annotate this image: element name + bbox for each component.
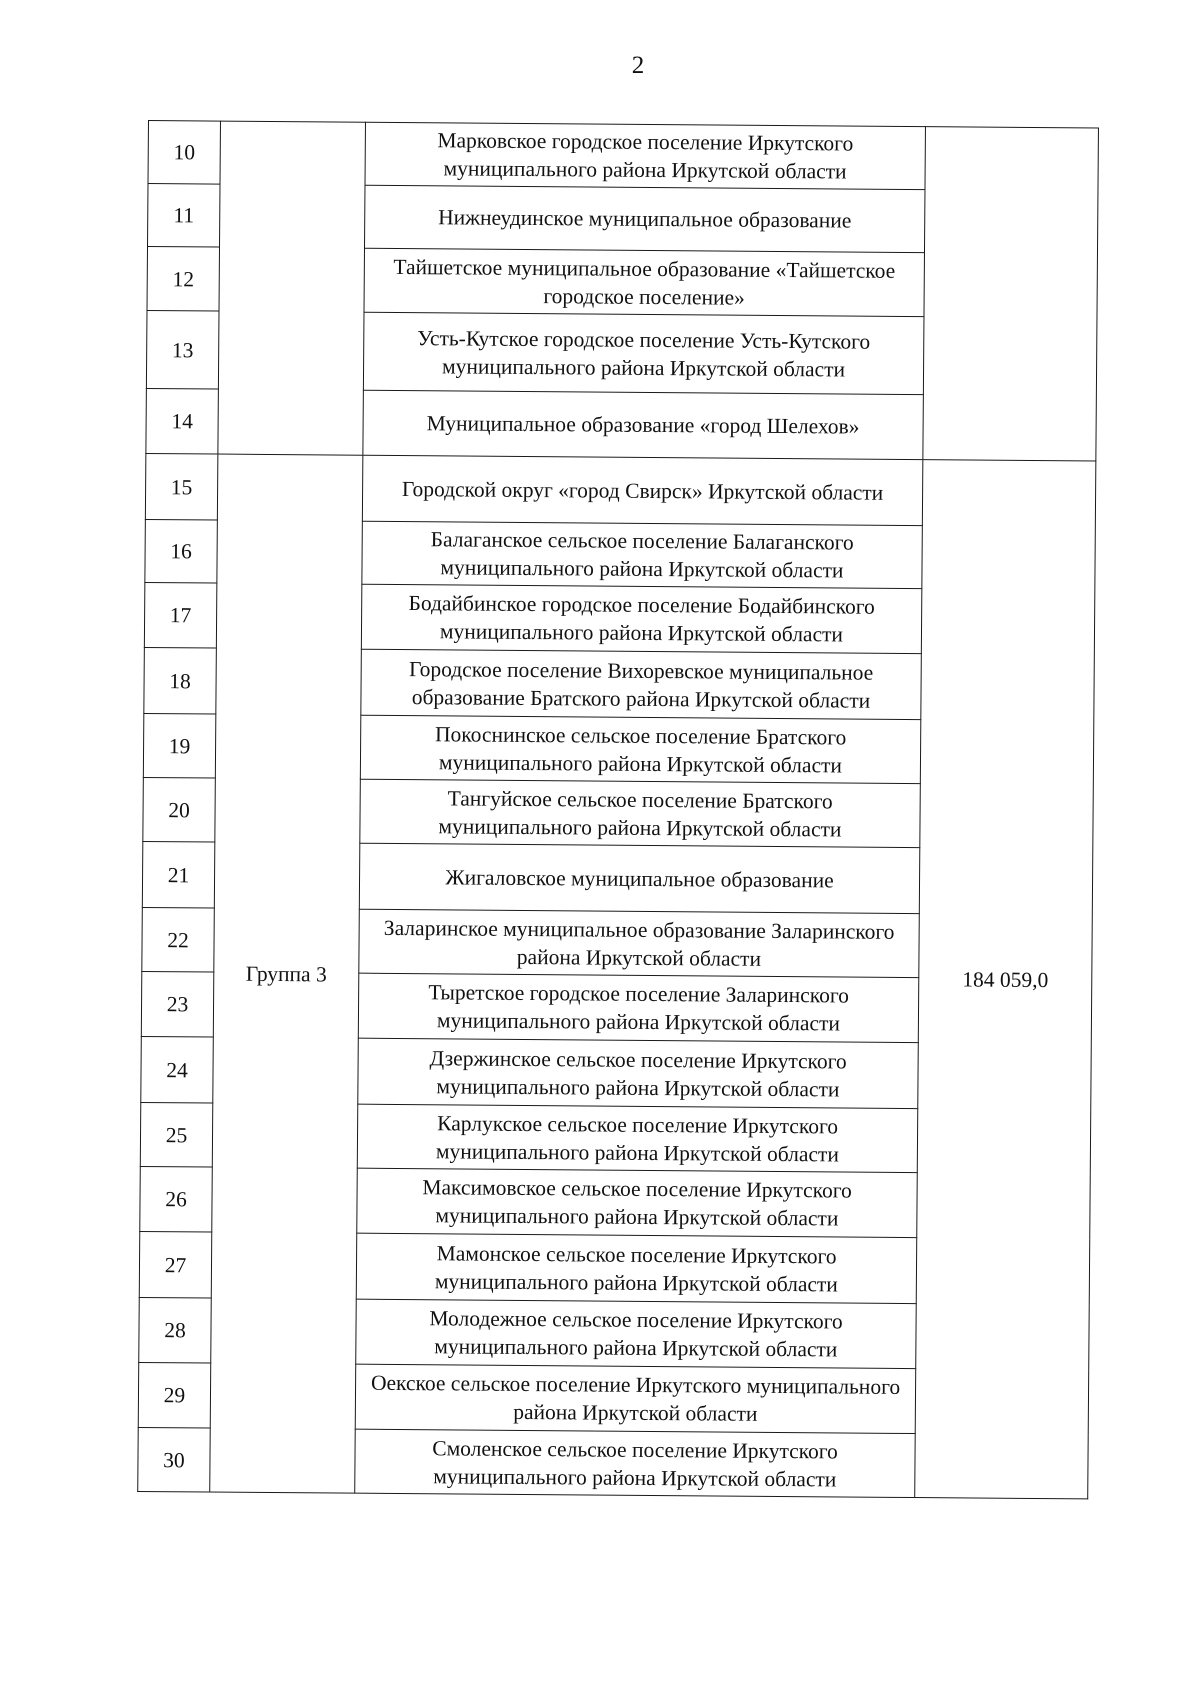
group-label (218, 121, 366, 455)
row-number: 28 (139, 1297, 212, 1363)
row-number: 14 (146, 388, 219, 454)
municipality-name: Смоленское сельское поселение Иркутского муниципального района Иркутской области (355, 1429, 915, 1497)
municipality-name: Тайшетское муниципальное образование «Тайшетское городское поселение» (364, 248, 924, 316)
municipality-name: Тыретское городское поселение Заларинского муниципального района Иркутской области (358, 973, 918, 1042)
row-number: 30 (138, 1427, 211, 1492)
municipality-name: Мамонское сельское поселение Иркутского муниципального района Иркутской области (356, 1233, 917, 1303)
row-number: 29 (138, 1362, 211, 1428)
row-number: 13 (146, 310, 219, 389)
municipality-name: Балаганское сельское поселение Балаганского муниципального района Иркутской области (362, 521, 922, 588)
row-number: 18 (144, 647, 217, 714)
page-number: 2 (631, 52, 645, 79)
row-number: 26 (140, 1166, 213, 1232)
group-label: Группа 3 (210, 454, 363, 1493)
municipality-name: Городской округ «город Свирск» Иркутской области (362, 455, 923, 525)
municipality-name: Жигаловское муниципальное образование (359, 843, 920, 913)
municipality-name: Максимовское сельское поселение Иркутского муниципального района Иркутской области (357, 1168, 917, 1237)
row-number: 10 (148, 121, 220, 185)
row-number: 20 (143, 777, 216, 842)
municipality-name: Нижнеудинское муниципальное образование (364, 185, 924, 252)
row-number: 15 (145, 453, 218, 520)
municipality-name: Муниципальное образование «город Шелехов» (363, 390, 923, 459)
municipality-name: Бодайбинское городское поселение Бодайбинского муниципального района Иркутской области (361, 584, 921, 653)
municipality-name: Оекское сельское поселение Иркутского муниципального района Иркутской области (355, 1364, 915, 1433)
row-number: 22 (142, 907, 215, 972)
municipality-name: Карлукское сельское поселение Иркутского муниципального района Иркутской области (357, 1104, 917, 1172)
municipality-name: Дзержинское сельское поселение Иркутского муниципального района Иркутской области (358, 1038, 919, 1108)
row-number: 27 (139, 1231, 212, 1298)
row-number: 12 (147, 247, 220, 312)
row-number: 19 (143, 713, 216, 778)
row-number: 21 (142, 841, 215, 908)
row-number: 11 (148, 184, 220, 248)
group-amount: 184 059,0 (915, 460, 1096, 1499)
group-amount (923, 127, 1099, 461)
row-number: 23 (141, 971, 214, 1037)
municipality-name: Покоснинское сельское поселение Братского муниципального района Иркутской области (360, 715, 920, 783)
municipality-name: Усть-Кутское городское поселение Усть-Кутского муниципального района Иркутской области (363, 312, 924, 394)
table-row (148, 121, 1098, 191)
municipality-name: Марковское городское поселение Иркутского муниципального района Иркутской области (365, 122, 925, 189)
municipality-name: Городское поселение Вихоревское муниципальное образование Братского района Иркутской области (361, 649, 922, 719)
municipality-name: Заларинское муниципальное образование Заларинского района Иркутской области (359, 909, 919, 977)
table-body (138, 121, 1099, 1499)
municipality-table (137, 120, 1099, 1499)
row-number: 17 (144, 582, 217, 648)
municipality-name: Тангуйское сельское поселение Братского муниципального района Иркутской области (360, 779, 920, 847)
row-number: 25 (140, 1102, 213, 1167)
row-number: 24 (141, 1036, 214, 1103)
table-row (145, 453, 1095, 526)
municipality-name: Молодежное сельское поселение Иркутского муниципального района Иркутской области (356, 1299, 916, 1368)
row-number: 16 (145, 519, 217, 583)
